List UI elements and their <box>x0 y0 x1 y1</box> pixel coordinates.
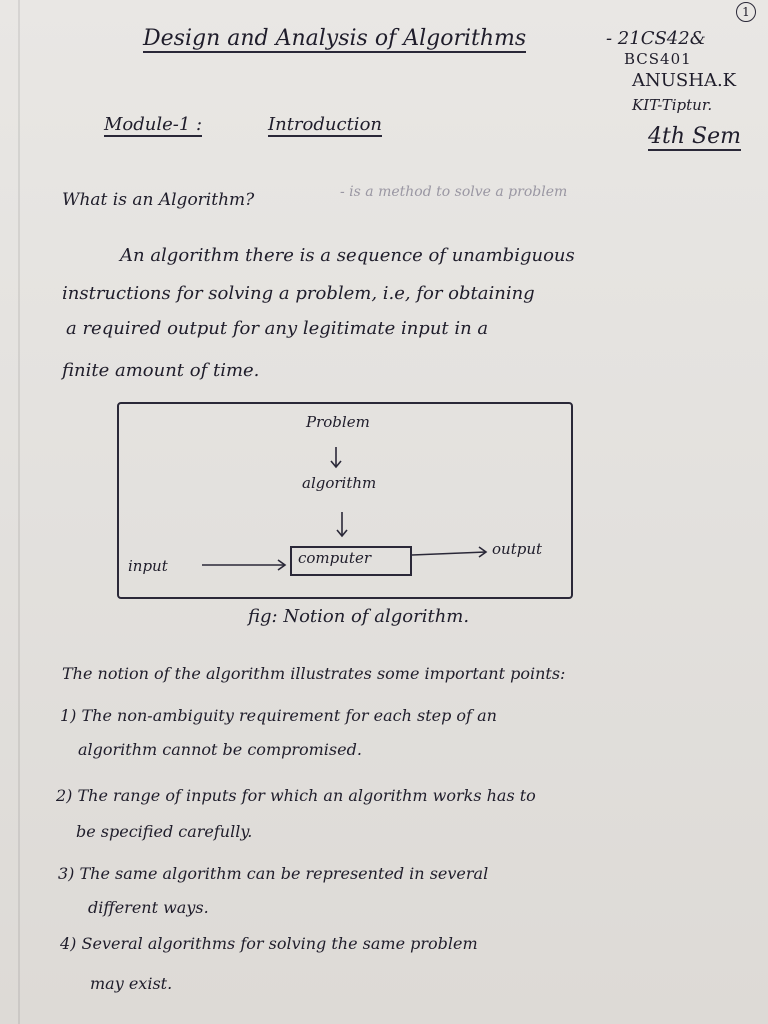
points-intro: The notion of the algorithm illustrates some important points: <box>62 664 566 683</box>
page-number: 1 <box>736 2 756 22</box>
module-title: Introduction <box>268 114 382 135</box>
definition-line-1: An algorithm there is a sequence of unambiguous <box>120 245 575 266</box>
diagram-algorithm-label: algorithm <box>302 474 377 492</box>
author-name: ANUSHA.K <box>632 70 737 91</box>
diagram-input-label: input <box>128 557 168 575</box>
diagram-caption: fig: Notion of algorithm. <box>248 606 470 627</box>
point-3-line-2: different ways. <box>88 898 209 917</box>
point-4-line-1: 4) Several algorithms for solving the same problem <box>60 934 478 953</box>
definition-line-2: instructions for solving a problem, i.e, for obtaining <box>62 283 535 304</box>
diagram-output-label: output <box>492 540 543 558</box>
point-3-line-1: 3) The same algorithm can be represented in several <box>58 864 489 883</box>
point-2-line-2: be specified carefully. <box>76 822 253 841</box>
module-label: Module-1 : <box>104 114 203 135</box>
question-faint-answer: - is a method to solve a problem <box>340 184 568 200</box>
definition-line-3: a required output for any legitimate input in a <box>66 318 489 339</box>
course-code: - 21CS42& <box>606 28 706 49</box>
diagram-problem-label: Problem <box>306 413 370 431</box>
diagram-computer-label: computer <box>298 549 371 567</box>
point-1-line-1: 1) The non-ambiguity requirement for each step of an <box>60 706 497 725</box>
point-4-line-2: may exist. <box>90 974 173 993</box>
page-title: Design and Analysis of Algorithms <box>143 26 527 51</box>
point-2-line-1: 2) The range of inputs for which an algorithm works has to <box>56 786 536 805</box>
definition-line-4: finite amount of time. <box>62 360 260 381</box>
semester: 4th Sem <box>648 124 741 149</box>
course-code-new: BCS401 <box>624 50 692 68</box>
college-name: KIT-Tiptur. <box>632 96 713 114</box>
point-1-line-2: algorithm cannot be compromised. <box>78 740 362 759</box>
question-heading: What is an Algorithm? <box>62 190 255 210</box>
